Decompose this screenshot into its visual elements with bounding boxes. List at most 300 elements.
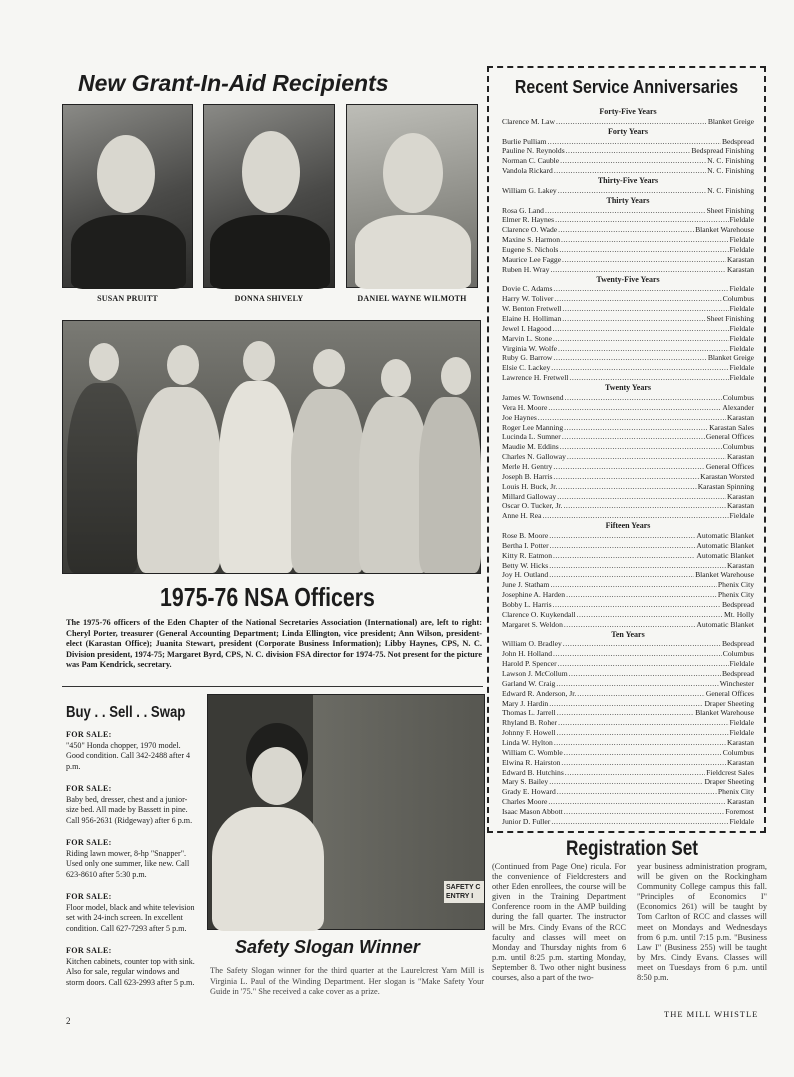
leader-dots (561, 758, 726, 768)
registration-title: Registration Set (566, 837, 699, 860)
employee-name: Clarence O. Kuykendall (502, 609, 576, 619)
employee-department: Fieldale (729, 343, 754, 353)
classified-ad (66, 838, 198, 880)
registration-column-1: (Continued from Page One) ricula. For the convenience of Fieldcresters and other Eden enrollees, the course will be given in the Training Department Conference room in the AMP building during the fall quarter. The instructor will be Mrs. Cindy Evans of the RCC faculty and classes will meet on Monday and Thursday nights from 6 p.m. until 8:25 p.m. starting Monday, September 8. Two other night business courses, also a part of the two- (492, 862, 626, 983)
employee-name: Burlie Pulliam (502, 136, 547, 146)
page-number: 2 (66, 1016, 71, 1026)
leader-dots (558, 659, 729, 669)
leader-dots (566, 590, 717, 600)
anniversary-row (502, 255, 754, 265)
anniversary-row (502, 363, 754, 373)
employee-name: Maudie M. Eddins (502, 442, 559, 452)
anniversary-row (502, 817, 754, 827)
anniversary-group-heading: Thirty Years (606, 195, 650, 205)
employee-name: Thomas L. Jarrell (502, 708, 556, 718)
employee-department: Draper Sheeting (704, 777, 754, 787)
employee-name: Grady E. Howard (502, 787, 556, 797)
employee-name: Rhyland B. Roher (502, 718, 558, 728)
classified-ad (66, 892, 198, 934)
employee-name: John H. Holland (502, 649, 552, 659)
employee-department: Sheet Finishing (706, 314, 754, 324)
employee-name: Betty W. Hicks (502, 560, 549, 570)
anniversary-group-heading: Forty Years (608, 126, 648, 136)
anniversary-row (502, 265, 754, 275)
employee-name: Harry W. Toliver (502, 294, 554, 304)
employee-department: Karastan Spinning (697, 481, 754, 491)
anniversary-row (502, 699, 754, 709)
ad-text: Kitchen cabinets, counter top with sink. Also for sale, regular windows and storm doors. Call 623-2993 after 5 p.m. (66, 956, 195, 987)
leader-dots (557, 708, 694, 718)
leader-dots (549, 699, 703, 709)
anniversary-row (502, 768, 754, 778)
employee-name: Oscar O. Tucker, Jr. (502, 501, 563, 511)
leader-dots (553, 551, 695, 561)
employee-department: General Offices (705, 688, 754, 698)
photo-daniel-wayne-wilmoth (346, 104, 478, 288)
employee-name: Bertha I. Potter (502, 540, 549, 550)
employee-department: Karastan (727, 757, 754, 767)
employee-department: Columbus (722, 747, 754, 757)
employee-department: General Offices (705, 432, 754, 442)
employee-department: Fieldale (729, 245, 754, 255)
employee-department: Karastan (727, 264, 754, 274)
ad-heading: FOR SALE: (66, 946, 112, 955)
registration-column-2: year business administration program, will be given on the Rockingham Community College campus this fall. "Principles of Economics I" (Economics 261) will be taught by Tom Carlton of RCC and classes will meet on Mondays and Wednesdays from 6 p.m. until 7:15 p.m. "Business Law I" (Business 255) will be taught by Mrs. Cindy Evans. Classes will meet on Tuesdays from 6 p.m. until 8:50 p.m. (637, 862, 767, 983)
anniversary-row (502, 452, 754, 462)
leader-dots (556, 679, 718, 689)
anniversary-row (502, 235, 754, 245)
anniversary-row (502, 117, 754, 127)
employee-department: Columbus (722, 294, 754, 304)
leader-dots (554, 166, 706, 176)
employee-department: N. C. Finishing (707, 166, 754, 176)
leader-dots (545, 206, 706, 216)
employee-department: Automatic Blanket (696, 540, 754, 550)
anniversary-row (502, 590, 754, 600)
employee-department: Fieldale (729, 323, 754, 333)
anniversary-row (502, 492, 754, 502)
classifieds-list (66, 730, 198, 1000)
leader-dots (562, 255, 726, 265)
anniversary-row (502, 649, 754, 659)
anniversary-row (502, 708, 754, 718)
anniversary-group-heading: Twenty-Five Years (596, 274, 660, 284)
employee-department: Fieldale (729, 235, 754, 245)
employee-name: Kitty R. Eatmon (502, 550, 552, 560)
employee-department: Blanket Warehouse (695, 225, 754, 235)
leader-dots (550, 541, 696, 551)
anniversary-row (502, 225, 754, 235)
leader-dots (562, 432, 705, 442)
employee-department: Fieldale (729, 718, 754, 728)
employee-department: Columbus (722, 442, 754, 452)
anniversary-row (502, 344, 754, 354)
anniversary-row (502, 639, 754, 649)
leader-dots (560, 442, 722, 452)
anniversary-row (502, 324, 754, 334)
anniversary-row (502, 472, 754, 482)
employee-department: Mt. Holly (724, 609, 754, 619)
leader-dots (554, 738, 726, 748)
classifieds-title: Buy . . Sell . . Swap (66, 704, 186, 721)
leader-dots (563, 501, 726, 511)
employee-name: Vera H. Moore (502, 402, 548, 412)
anniversary-row (502, 511, 754, 521)
employee-name: William G. Lakey (502, 185, 557, 195)
employee-name: Jewel I. Hagood (502, 323, 552, 333)
leader-dots (564, 807, 725, 817)
employee-department: Automatic Blanket (696, 550, 754, 560)
employee-name: Junior D. Fuller (502, 816, 551, 826)
employee-department: Alexander (722, 402, 754, 412)
ad-heading: FOR SALE: (66, 730, 112, 739)
leader-dots (567, 452, 726, 462)
anniversary-group-heading: Thirty-Five Years (597, 176, 659, 186)
employee-department: Fieldale (729, 215, 754, 225)
anniversary-row (502, 423, 754, 433)
publication-name: THE MILL WHISTLE (664, 1009, 759, 1019)
employee-name: Rosa G. Land (502, 205, 544, 215)
employee-name: Clarence O. Wade (502, 225, 558, 235)
employee-name: Joe Haynes (502, 412, 537, 422)
employee-department: Automatic Blanket (696, 619, 754, 629)
anniversary-row (502, 462, 754, 472)
anniversary-row (502, 758, 754, 768)
employee-name: Mary S. Bailey (502, 777, 549, 787)
employee-department: Fieldale (729, 333, 754, 343)
leader-dots (557, 492, 726, 502)
employee-department: Blanket Greige (707, 116, 754, 126)
ad-text: "450" Honda chopper, 1970 model. Good condition. Call 342-2488 after 4 p.m. (66, 740, 191, 771)
employee-name: Marvin L. Stone (502, 333, 552, 343)
anniversary-row (502, 373, 754, 383)
anniversaries-list (502, 107, 754, 827)
anniversary-row (502, 403, 754, 413)
employee-department: Karastan (727, 797, 754, 807)
employee-department: Karastan (727, 491, 754, 501)
employee-name: James W. Townsend (502, 392, 564, 402)
employee-name: Garland W. Craig (502, 678, 556, 688)
ad-heading: FOR SALE: (66, 784, 112, 793)
employee-department: Karastan (727, 412, 754, 422)
anniversary-row (502, 314, 754, 324)
employee-name: Eugene S. Nichols (502, 245, 559, 255)
employee-name: Ruby G. Barrow (502, 353, 553, 363)
employee-department: N. C. Finishing (707, 156, 754, 166)
employee-department: Fieldale (729, 728, 754, 738)
employee-department: Karastan (727, 560, 754, 570)
leader-dots (549, 561, 726, 571)
leader-dots (550, 580, 716, 590)
leader-dots (553, 334, 729, 344)
caption-daniel-wayne-wilmoth: DANIEL WAYNE WILMOTH (357, 294, 467, 303)
employee-department: Fieldale (729, 304, 754, 314)
anniversary-row (502, 442, 754, 452)
anniversary-group-heading: Ten Years (611, 629, 645, 639)
anniversary-row (502, 541, 754, 551)
leader-dots (577, 610, 723, 620)
leader-dots (562, 314, 705, 324)
caption-susan-pruitt: SUSAN PRUITT (97, 294, 158, 303)
leader-dots (559, 245, 728, 255)
classified-ad (66, 784, 198, 826)
grant-title: New Grant-In-Aid Recipients (78, 70, 389, 96)
employee-department: Fieldale (729, 659, 754, 669)
employee-name: Roger Lee Manning (502, 422, 564, 432)
anniversary-row (502, 570, 754, 580)
employee-department: Bedspread (721, 599, 754, 609)
employee-name: Harold P. Spencer (502, 659, 557, 669)
employee-name: Elsie C. Lackey (502, 363, 551, 373)
leader-dots (557, 787, 717, 797)
leader-dots (558, 225, 694, 235)
anniversary-row (502, 620, 754, 630)
employee-department: Phenix City (717, 787, 754, 797)
officers-title: 1975-76 NSA Officers (160, 582, 375, 612)
anniversary-row (502, 166, 754, 176)
employee-department: Winchester (719, 678, 754, 688)
employee-name: Lawson J. McCollum (502, 668, 568, 678)
employee-name: Josephine A. Harden (502, 590, 566, 600)
leader-dots (551, 817, 728, 827)
employee-name: Johnny F. Howell (502, 728, 556, 738)
anniversary-row (502, 748, 754, 758)
anniversary-row (502, 738, 754, 748)
leader-dots (549, 777, 703, 787)
leader-dots (564, 620, 696, 630)
anniversary-row (502, 787, 754, 797)
anniversary-row (502, 353, 754, 363)
leader-dots (557, 728, 729, 738)
employee-department: Foremost (725, 807, 754, 817)
anniversaries-title: Recent Service Anniversaries (514, 76, 739, 97)
anniversary-row (502, 531, 754, 541)
ad-text: Floor model, black and white television set with 24-inch screen. In excellent condition. Call 627-7293 after 5 p.m. (66, 902, 195, 933)
employee-name: Margaret S. Weldon (502, 619, 563, 629)
employee-name: Edward B. Hutchins (502, 767, 564, 777)
leader-dots (577, 689, 705, 699)
employee-name: Isaac Mason Abbott (502, 807, 563, 817)
leader-dots (564, 423, 708, 433)
employee-name: Maurice Lee Fagge (502, 254, 562, 264)
leader-dots (553, 353, 706, 363)
anniversary-row (502, 718, 754, 728)
employee-department: Fieldale (729, 284, 754, 294)
photo-donna-shively (203, 104, 335, 288)
leader-dots (558, 482, 696, 492)
leader-dots (562, 304, 728, 314)
anniversary-row (502, 777, 754, 787)
leader-dots (558, 718, 728, 728)
anniversary-row (502, 689, 754, 699)
service-anniversaries-box (487, 66, 766, 833)
safety-slogan-text: The Safety Slogan winner for the third quarter at the Laurelcrest Yarn Mill is Virginia L. Paul of the Winding Department. Her slogan is "Make Safety Your Guide in '75." She received a cake cover as a prize. (210, 966, 484, 997)
employee-department: Automatic Blanket (696, 530, 754, 540)
leader-dots (554, 294, 721, 304)
anniversary-group-heading: Twenty Years (605, 383, 651, 393)
anniversary-row (502, 482, 754, 492)
safety-slogan-title: Safety Slogan Winner (235, 937, 420, 957)
employee-name: Lawrence H. Fretwell (502, 373, 569, 383)
photo-safety-slogan-winner (207, 694, 485, 930)
employee-name: June J. Statham (502, 580, 550, 590)
leader-dots (551, 363, 728, 373)
employee-department: Karastan (727, 254, 754, 264)
anniversary-group-heading: Fifteen Years (605, 521, 651, 531)
employee-name: Virginia W. Wolfe (502, 343, 557, 353)
anniversary-row (502, 146, 754, 156)
leader-dots (569, 373, 728, 383)
divider (62, 686, 483, 687)
safety-sign: SAFETY C ENTRY I (444, 881, 484, 903)
employee-name: Vandola Rickard (502, 166, 553, 176)
ad-heading: FOR SALE: (66, 892, 112, 901)
anniversary-row (502, 186, 754, 196)
employee-department: Bedspread (721, 639, 754, 649)
employee-name: Dovie C. Adams (502, 284, 553, 294)
employee-name: Merle H. Gentry (502, 461, 553, 471)
employee-name: Ruben H. Wray (502, 264, 550, 274)
employee-name: Anne H. Rea (502, 511, 542, 521)
employee-department: Columbus (722, 649, 754, 659)
employee-name: Mary J. Hardin (502, 698, 549, 708)
employee-department: Bedspread (721, 136, 754, 146)
anniversary-row (502, 294, 754, 304)
employee-department: Fieldale (729, 816, 754, 826)
employee-department: Columbus (722, 392, 754, 402)
employee-name: Bobby L. Harris (502, 599, 552, 609)
leader-dots (558, 186, 706, 196)
anniversary-row (502, 659, 754, 669)
anniversary-row (502, 610, 754, 620)
ad-text: Baby bed, dresser, chest and a junior-size bed. All made by Bassett in pine. Call 956-2631 (Ridgeway) after 6 p.m. (66, 794, 193, 825)
leader-dots (542, 511, 728, 521)
leader-dots (553, 472, 699, 482)
employee-name: Lucinda L. Sumner (502, 432, 561, 442)
leader-dots (560, 156, 706, 166)
anniversary-row (502, 206, 754, 216)
leader-dots (553, 600, 721, 610)
leader-dots (556, 117, 707, 127)
anniversary-row (502, 797, 754, 807)
anniversary-row (502, 137, 754, 147)
leader-dots (566, 146, 691, 156)
anniversary-row (502, 728, 754, 738)
leader-dots (548, 137, 721, 147)
employee-department: Fieldale (729, 511, 754, 521)
employee-department: Bedspread (721, 668, 754, 678)
anniversary-row (502, 156, 754, 166)
leader-dots (550, 265, 726, 275)
leader-dots (538, 413, 726, 423)
employee-name: Millard Galloway (502, 491, 557, 501)
employee-department: Bedspread Finishing (691, 146, 754, 156)
officers-caption: The 1975-76 officers of the Eden Chapter of the National Secretaries Association (International) are, left to right: Cheryl Porter, treasurer (General Accounting Department; Linda Ellington, vice president; Ann Wilson, president-elect (Karastan Office); Juanita Stewart, president (Corporate Business Information); Libby Haynes, CPS, N. C. Division president, 1974-75; Margaret Byrd, CPS, N. C. division FSA director for 1974-75. Not present for the picture was Pam Kendrick, secretary. (66, 618, 482, 670)
leader-dots (564, 748, 722, 758)
employee-department: Karastan Worsted (700, 471, 754, 481)
classified-ad (66, 730, 198, 772)
anniversary-row (502, 215, 754, 225)
anniversary-row (502, 284, 754, 294)
employee-department: Karastan (727, 738, 754, 747)
employee-name: William O. Bradley (502, 639, 562, 649)
leader-dots (569, 669, 721, 679)
anniversary-row (502, 561, 754, 571)
employee-name: Elwina R. Hairston (502, 757, 561, 767)
anniversary-row (502, 432, 754, 442)
employee-name: Elmer R. Haynes (502, 215, 555, 225)
employee-name: W. Benton Fretwell (502, 304, 562, 314)
employee-department: Fieldale (729, 373, 754, 383)
employee-name: Louis H. Buck, Jr. (502, 481, 558, 491)
employee-name: William C. Womble (502, 747, 563, 757)
employee-name: Joy H. Outland (502, 570, 549, 580)
leader-dots (553, 649, 722, 659)
employee-name: Joseph B. Harris (502, 471, 553, 481)
employee-department: Phenix City (717, 580, 754, 590)
anniversary-row (502, 393, 754, 403)
employee-department: Karastan Sales (709, 422, 754, 432)
employee-name: Maxine S. Harmon (502, 235, 560, 245)
employee-department: Draper Sheeting (704, 698, 754, 708)
anniversary-row (502, 807, 754, 817)
classified-ad (66, 946, 198, 988)
employee-department: N. C. Finishing (707, 185, 754, 195)
leader-dots (549, 531, 695, 541)
employee-department: Blanket Warehouse (695, 708, 754, 718)
employee-name: Pauline N. Reynolds (502, 146, 565, 156)
leader-dots (555, 215, 728, 225)
anniversary-row (502, 245, 754, 255)
anniversary-row (502, 304, 754, 314)
anniversary-row (502, 580, 754, 590)
employee-department: General Offices (705, 461, 754, 471)
employee-department: Karastan (727, 501, 754, 511)
ad-text: Riding lawn mower, 8-hp "Snapper". Used only one summer, like new. Call 623-8610 after 5:30 p.m. (66, 848, 190, 879)
employee-department: Fieldcrest Sales (706, 767, 754, 777)
leader-dots (561, 235, 729, 245)
anniversary-row (502, 679, 754, 689)
employee-name: Elaine H. Holliman (502, 314, 562, 324)
anniversary-row (502, 551, 754, 561)
leader-dots (548, 797, 726, 807)
ad-heading: FOR SALE: (66, 838, 112, 847)
employee-name: Clarence M. Law (502, 116, 555, 126)
photo-susan-pruitt (62, 104, 193, 288)
employee-department: Blanket Greige (707, 353, 754, 363)
employee-department: Sheet Finishing (706, 205, 754, 215)
anniversary-row (502, 413, 754, 423)
leader-dots (548, 403, 721, 413)
employee-name: Norman C. Cauble (502, 156, 560, 166)
employee-department: Phenix City (717, 590, 754, 600)
employee-name: Charles N. Galloway (502, 452, 566, 462)
anniversary-row (502, 501, 754, 511)
leader-dots (565, 393, 722, 403)
leader-dots (553, 284, 728, 294)
employee-name: Charles Moore (502, 797, 548, 807)
leader-dots (565, 768, 705, 778)
leader-dots (553, 462, 704, 472)
caption-donna-shively: DONNA SHIVELY (234, 294, 304, 303)
employee-department: Karastan (727, 452, 754, 462)
anniversary-row (502, 669, 754, 679)
anniversary-group-heading: Forty-Five Years (599, 107, 657, 116)
leader-dots (563, 639, 721, 649)
anniversary-row (502, 334, 754, 344)
leader-dots (549, 570, 694, 580)
employee-department: Fieldale (729, 363, 754, 373)
